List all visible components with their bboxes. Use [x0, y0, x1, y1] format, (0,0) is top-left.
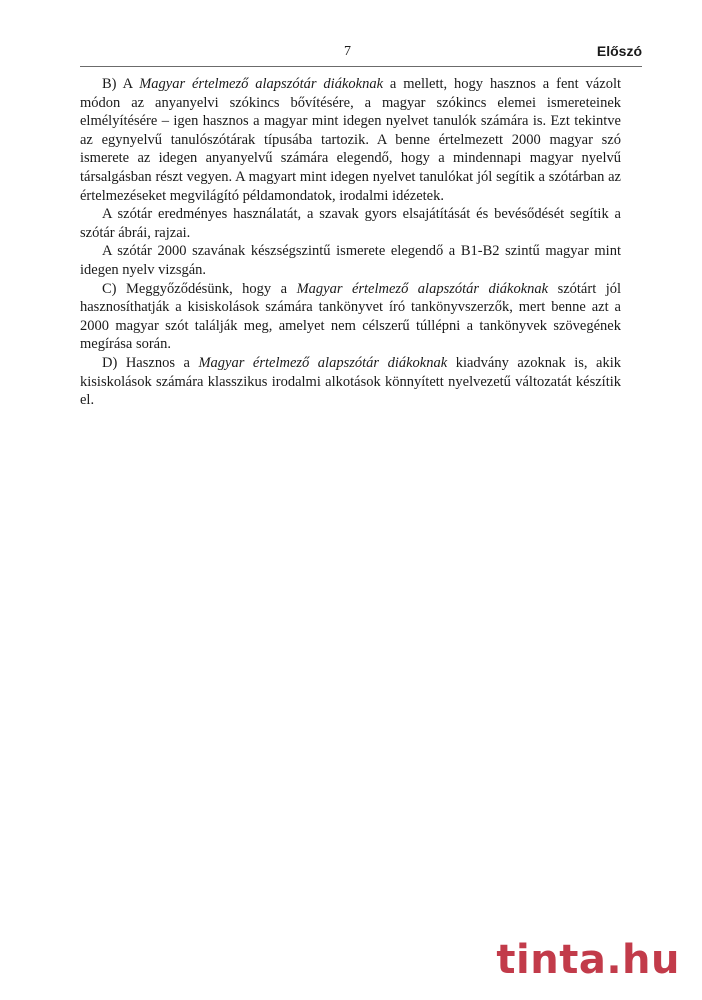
running-head-title: Előszó	[596, 43, 642, 59]
tinta-watermark: tinta.hu	[496, 937, 680, 983]
text-run: D) Hasznos a	[102, 354, 199, 371]
dictionary-title-italic: Magyar értelmező alapszótár diákoknak	[198, 354, 448, 371]
header-rule	[80, 66, 642, 67]
text-run: kiadvány azoknak is, akik kisiskolások számára klasszikus irodalmi alkotások könnyített nyelvezetű változatát készítik el.	[80, 354, 622, 409]
paragraph-exam-level	[80, 242, 621, 279]
paragraph-d	[80, 354, 621, 410]
body-text	[80, 75, 621, 410]
paragraph-b	[80, 75, 621, 205]
page-number: 7	[344, 44, 351, 59]
dictionary-title-italic: Magyar értelmező alapszótár diákoknak	[139, 76, 384, 92]
paragraph-c	[80, 280, 621, 354]
text-run: B) A	[102, 76, 140, 92]
text-run: A szótár eredményes használatát, a szavak gyors elsajátítását és bevésődését segítik a szótár ábrái, rajzai.	[80, 206, 621, 241]
dictionary-title-italic: Magyar értelmező alapszótár diákoknak	[296, 280, 549, 297]
text-run: C) Meggyőződésünk, hogy a	[102, 280, 297, 297]
paragraph-figures	[80, 205, 621, 242]
text-run: a mellett, hogy hasznos a fent vázolt módon az anyanyelvi szókincs bővítésére, a magyar szókincs elemei ismereteinek elmélyítésére – igen hasznos a magyar mint idegen nyelvet tanulók számára is. Ezt tekintve az egynyelvű tanulószótárak típusába tartozik. A benne értelmezett 2000 magyar szó ismerete az idegen anyanyelvű számára elegendő, hogy a mindennapi magyar nyelvű társalgásban részt vegyen. A magyart mint idegen nyelvet tanulókat jól segítik a szótárban az értelmezéseket megvilágító példamondatok, irodalmi idézetek.	[80, 76, 621, 204]
text-run: A szótár 2000 szavának készségszintű ismerete elegendő a B1-B2 szintű magyar mint idegen nyelv vizsgán.	[80, 243, 621, 278]
text-run: szótárt jól hasznosíthatják a kisiskolások számára tankönyvet író tankönyvszerzők, mert benne azt a 2000 magyar szót találják meg, amelyet nem célszerű túllépni a tankönyvek szövegének megírása során.	[80, 280, 621, 353]
